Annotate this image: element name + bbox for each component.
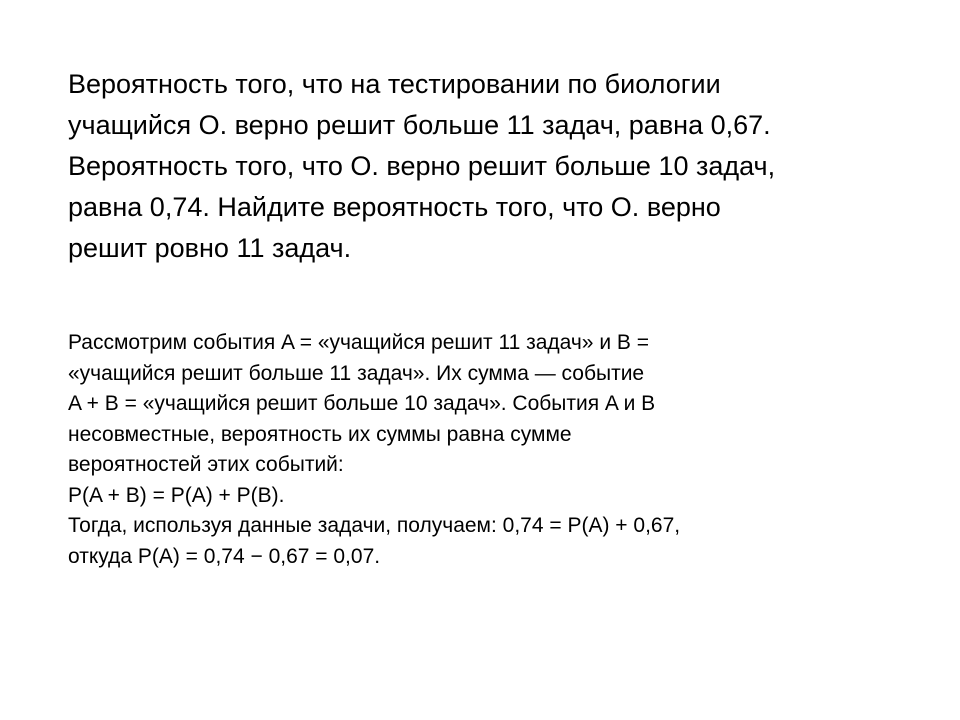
solution-line: несовместные, вероятность их суммы равна сумме (68, 422, 572, 446)
solution-line: Тогда, используя данные задачи, получаем: 0,74 = P(A) + 0,67, (68, 514, 681, 537)
formula-line: P(A + B) = P(A) + P(B). (68, 483, 285, 507)
solution-line: «учащийся решит больше 11 задач». Их сумма — событие (68, 361, 645, 385)
problem-line: Вероятность того, что О. верно решит больше 10 задач, (68, 151, 776, 181)
answer-line: откуда P(A) = 0,74 − 0,67 = 0,07. (68, 544, 381, 568)
problem-line: равна 0,74. Найдите вероятность того, что О. верно (68, 192, 721, 222)
solution-line: A + B = «учащийся решит больше 10 задач». События A и В (68, 392, 656, 415)
solution-text (68, 328, 928, 572)
problem-line: решит ровно 11 задач. (68, 233, 352, 263)
solution-line: Рассмотрим события A = «учащийся решит 11 задач» и В = (68, 331, 649, 354)
problem-statement (68, 64, 928, 269)
problem-line: учащийся О. верно решит больше 11 задач, равна 0,67. (68, 110, 771, 140)
solution-line: вероятностей этих событий: (68, 453, 344, 476)
problem-line: Вероятность того, что на тестировании по биологии (68, 69, 721, 99)
